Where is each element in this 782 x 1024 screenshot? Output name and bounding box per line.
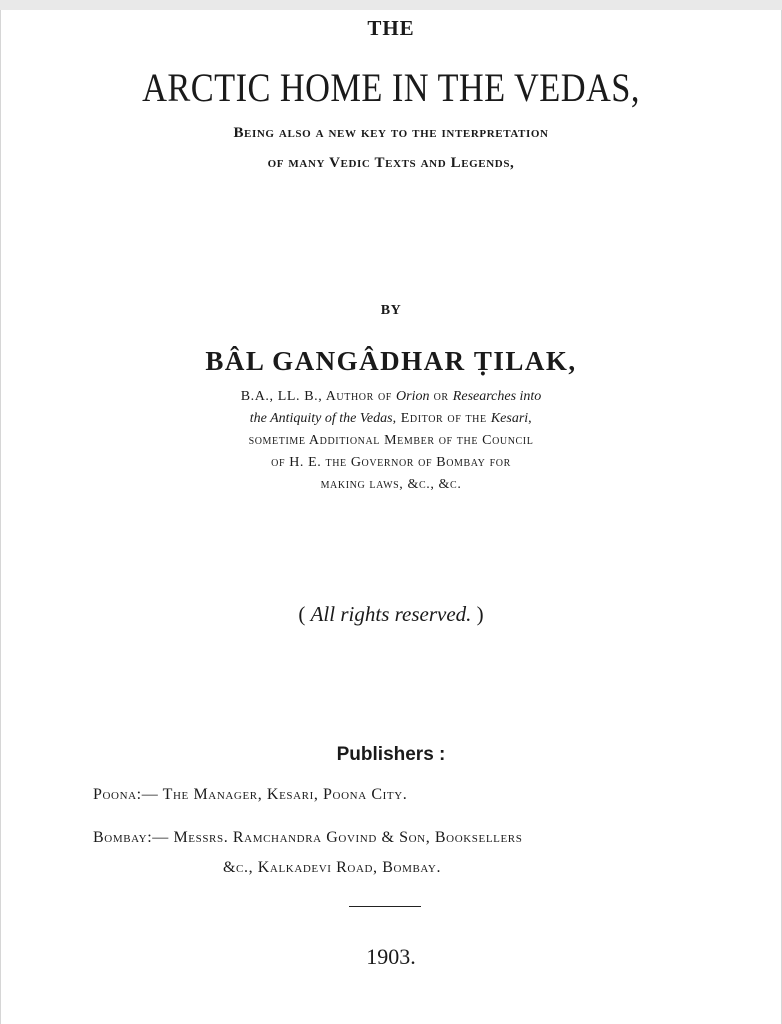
publication-year: 1903. <box>366 944 416 969</box>
publisher-poona: Poona:— The Manager, Kesari, Poona City. <box>93 786 408 803</box>
publishers-heading: Publishers : <box>336 744 446 765</box>
newspaper-kesari: Kesari <box>490 411 529 426</box>
credentials-comma: , <box>528 411 533 426</box>
divider-rule <box>349 906 421 907</box>
rights-close-paren: ) <box>471 602 484 626</box>
title-page <box>0 10 782 1024</box>
author-credentials-line-5: making laws, &c., &c. <box>320 477 462 492</box>
book-title: ARCTIC HOME IN THE VEDAS, <box>142 65 640 110</box>
author-credentials-line-1 <box>1 389 781 405</box>
author-name: BÂL GANGÂDHAR ṬILAK, <box>205 346 577 376</box>
author-credentials-line-4: of H. E. the Governor of Bombay for <box>271 455 511 470</box>
author-credentials-line-2 <box>1 411 781 427</box>
rights-text: All rights reserved. <box>310 602 472 626</box>
subtitle-line-1: Being also a new key to the interpretation <box>233 125 549 141</box>
rights-notice <box>1 602 781 627</box>
rights-open-paren: ( <box>298 602 311 626</box>
publisher-bombay-line-2: &c., Kalkadevi Road, Bombay. <box>223 859 442 876</box>
book-reference-orion: Orion <box>396 389 430 404</box>
book-reference-antiquity: the Antiquity of the Vedas <box>249 411 393 426</box>
credentials-degrees: B.A., LL. B., Author of <box>240 389 397 404</box>
credentials-editor: , Editor of the <box>392 411 491 426</box>
book-reference-researches: Researches into <box>452 389 542 404</box>
by-label: BY <box>380 303 402 318</box>
publisher-bombay-line-1: Bombay:— Messrs. Ramchandra Govind & Son, Booksellers <box>93 829 523 846</box>
title-article: THE <box>367 16 415 40</box>
credentials-or: or <box>429 389 453 404</box>
subtitle-line-2: of many Vedic Texts and Legends, <box>267 155 515 171</box>
author-credentials-line-3: sometime Additional Member of the Council <box>248 433 534 448</box>
